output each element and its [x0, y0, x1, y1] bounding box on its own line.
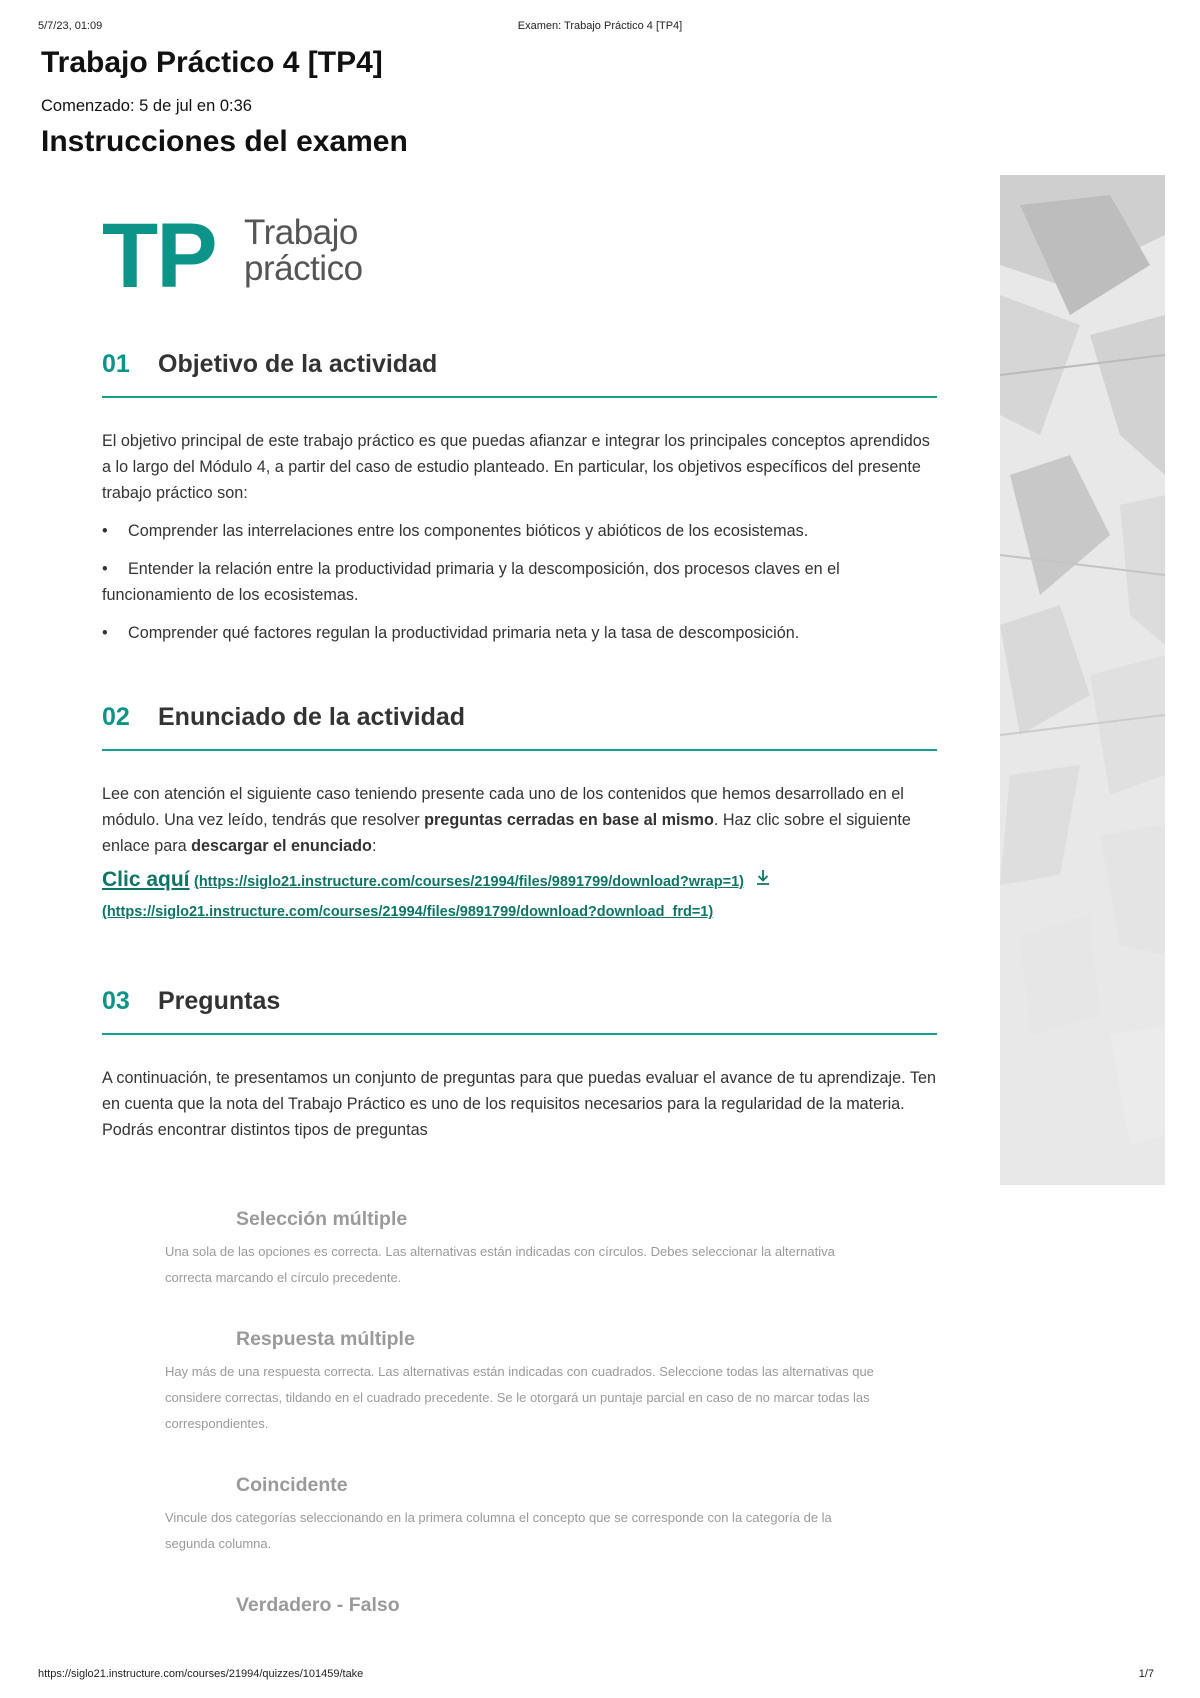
- question-type-matching: [165, 1474, 885, 1557]
- section-questions: [102, 987, 937, 1143]
- decorative-side-image: [1000, 175, 1165, 1185]
- objective-paragraph: El objetivo principal de este trabajo práctico es que puedas afianzar e integrar los principales conceptos aprendidos a lo largo del Módulo 4, a partir del caso de estudio planteado. En particular, los objetivos específicos del presente trabajo práctico son:: [102, 432, 930, 502]
- started-timestamp: Comenzado: 5 de jul en 0:36: [41, 97, 252, 115]
- tp-logo-word-line1: Trabajo: [244, 213, 358, 252]
- list-item-text: Comprender las interrelaciones entre los componentes bióticos y abióticos de los ecosistemas.: [128, 522, 809, 540]
- tp-logo-word: [244, 215, 363, 287]
- questions-paragraph: A continuación, te presentamos un conjunto de preguntas para que puedas evaluar el avance de tu aprendizaje. Ten en cuenta que la nota del Trabajo Práctico es uno de los requisitos necesarios para la regularidad de la materia. Podrás encontrar distintos tipos de preguntas: [102, 1069, 936, 1139]
- question-type-multiple-answer: [165, 1328, 885, 1437]
- print-footer-url: https://siglo21.instructure.com/courses/21994/quizzes/101459/take: [38, 1668, 364, 1680]
- print-header: [38, 20, 1162, 36]
- question-type-title: Verdadero - Falso: [236, 1594, 400, 1616]
- section-number: 01: [102, 350, 130, 378]
- question-type-multiple-choice: [165, 1208, 885, 1291]
- list-item-text: Comprender qué factores regulan la productividad primaria neta y la tasa de descomposición.: [128, 624, 800, 642]
- download-link-url[interactable]: (https://siglo21.instructure.com/courses/21994/files/9891799/download?wrap=1): [193, 874, 744, 890]
- download-link[interactable]: Clic aquí: [102, 868, 190, 891]
- question-type-description: Hay más de una respuesta correcta. Las alternativas están indicadas con cuadrados. Seleccione todas las alternativas que considere correctas, tildando en el cuadrado precedente. Se le otorgará un puntaje parcial en caso de no marcar todas las correspondientes.: [165, 1364, 874, 1431]
- section-header: [102, 987, 937, 1035]
- section-number: 02: [102, 703, 130, 731]
- download-links: [102, 865, 937, 927]
- list-item-text: Entender la relación entre la productividad primaria y la descomposición, dos procesos claves en el funcionamiento de los ecosistemas.: [102, 560, 840, 604]
- page-number: 1/7: [1138, 1668, 1154, 1680]
- tp-logo: [102, 205, 402, 307]
- section-header: [102, 703, 937, 751]
- section-objective: [102, 350, 937, 646]
- statement-paragraph: Lee con atención el siguiente caso teniendo presente cada uno de los contenidos que hemos desarrollado en el módulo. Una vez leído, tendrás que resolver preguntas cerradas en base al mismo. Haz clic sobre el siguiente enlace para descargar el enunciado:: [102, 785, 911, 855]
- list-item: • Entender la relación entre la productividad primaria y la descomposición, dos procesos claves en el funcionamiento de los ecosistemas.: [102, 560, 840, 604]
- list-item: • Comprender las interrelaciones entre los componentes bióticos y abióticos de los ecosistemas.: [102, 522, 809, 540]
- question-type-title: Respuesta múltiple: [236, 1328, 415, 1350]
- section-title: Preguntas: [158, 987, 281, 1015]
- page-title: Trabajo Práctico 4 [TP4]: [41, 46, 383, 79]
- question-type-title: Coincidente: [236, 1474, 348, 1496]
- print-date: 5/7/23, 01:09: [38, 20, 103, 32]
- section-statement: [102, 703, 937, 927]
- instructions-title: Instrucciones del examen: [41, 125, 408, 158]
- section-title: Objetivo de la actividad: [158, 350, 438, 378]
- print-footer: [38, 1668, 1162, 1684]
- question-type-title: Selección múltiple: [236, 1208, 408, 1230]
- tp-logo-letters: TP: [102, 205, 216, 307]
- tp-logo-word-line2: práctico: [244, 249, 363, 288]
- section-title: Enunciado de la actividad: [158, 703, 466, 731]
- list-item: • Comprender qué factores regulan la productividad primaria neta y la tasa de descomposición.: [102, 624, 800, 642]
- section-header: [102, 350, 937, 398]
- question-type-true-false: [165, 1594, 885, 1617]
- question-type-description: Vincule dos categorías seleccionando en la primera columna el concepto que se corresponde con la categoría de la segunda columna.: [165, 1510, 832, 1551]
- section-number: 03: [102, 987, 130, 1015]
- print-title: Examen: Trabajo Práctico 4 [TP4]: [517, 20, 683, 32]
- download-link-url-frd[interactable]: (https://siglo21.instructure.com/courses/21994/files/9891799/download?download_frd=1): [102, 904, 714, 920]
- question-type-description: Una sola de las opciones es correcta. Las alternativas están indicadas con círculos. Debes seleccionar la alternativa correcta marcando el círculo precedente.: [165, 1244, 835, 1285]
- download-icon[interactable]: [754, 867, 772, 897]
